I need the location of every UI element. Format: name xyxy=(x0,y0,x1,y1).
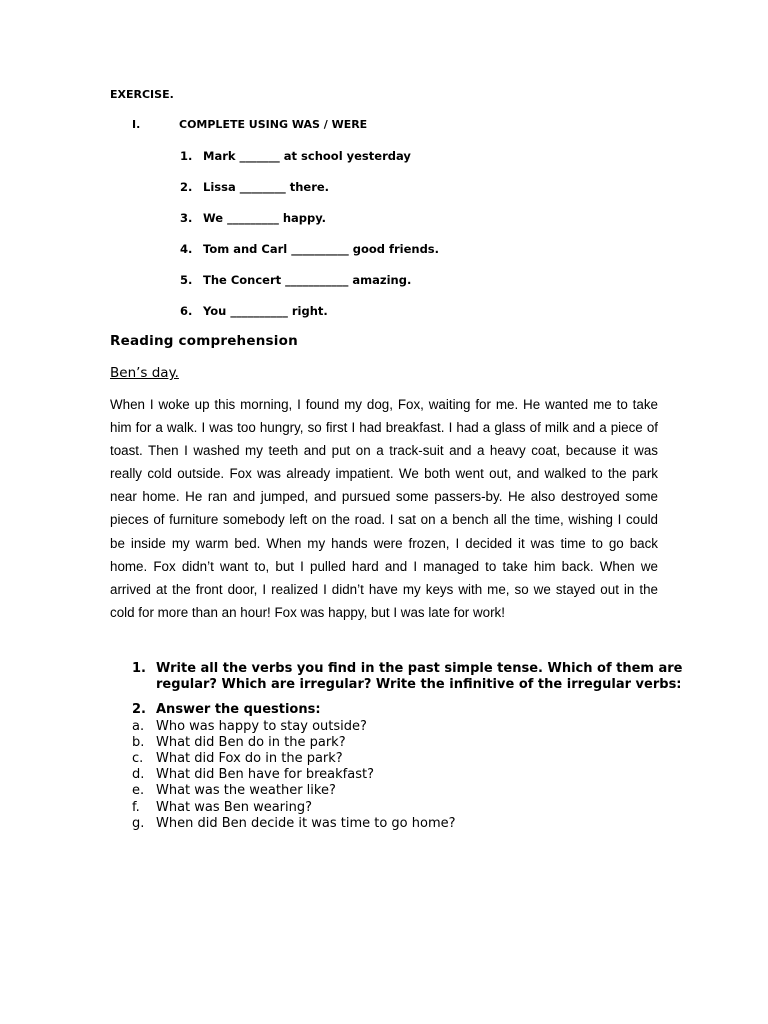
gap-fill-item xyxy=(180,242,439,273)
item-text: The Concert ___________ amazing. xyxy=(203,273,412,287)
task-1 xyxy=(132,661,692,693)
question-letter: f. xyxy=(132,799,140,815)
item-text: Lissa ________ there. xyxy=(203,180,330,194)
story-title: Ben’s day. xyxy=(110,365,179,381)
exercise-title: EXERCISE. xyxy=(110,88,174,101)
reading-heading: Reading comprehension xyxy=(110,333,298,349)
item-number: 4. xyxy=(180,242,193,256)
gap-fill-item xyxy=(180,304,439,335)
task-text: Write all the verbs you find in the past simple tense. Which of them are regular? Which are irregular? Write the infinitive of the irregular verbs: xyxy=(156,661,683,693)
question-list xyxy=(132,719,692,832)
item-text: Mark _______ at school yesterday xyxy=(203,149,411,163)
question-text: What did Ben have for breakfast? xyxy=(156,767,374,783)
question-text: Who was happy to stay outside? xyxy=(156,718,367,734)
item-number: 6. xyxy=(180,304,193,318)
task-number: 1. xyxy=(132,661,146,676)
task-number: 2. xyxy=(132,702,146,718)
question-item xyxy=(132,783,692,799)
task-text: Answer the questions: xyxy=(156,702,321,718)
question-text: What did Ben do in the park? xyxy=(156,734,346,750)
question-letter: d. xyxy=(132,767,145,783)
item-number: 3. xyxy=(180,211,193,225)
item-number: 1. xyxy=(180,149,193,163)
section-numeral: I. xyxy=(132,118,141,131)
gap-fill-item xyxy=(180,180,439,211)
gap-fill-item xyxy=(180,211,439,242)
question-letter: e. xyxy=(132,783,145,799)
question-text: What was the weather like? xyxy=(156,783,336,799)
task-list xyxy=(132,661,692,832)
question-text: What was Ben wearing? xyxy=(156,799,313,815)
question-letter: b. xyxy=(132,734,145,750)
question-item xyxy=(132,719,692,735)
question-item xyxy=(132,816,692,832)
gap-fill-item xyxy=(180,149,439,180)
item-text: We _________ happy. xyxy=(203,211,327,225)
section-heading-text: COMPLETE USING WAS / WERE xyxy=(179,118,368,131)
item-text: Tom and Carl __________ good friends. xyxy=(203,242,440,256)
item-number: 5. xyxy=(180,273,193,287)
question-text: What did Fox do in the park? xyxy=(156,751,343,767)
gap-fill-item xyxy=(180,273,439,304)
gap-fill-list xyxy=(180,149,439,335)
section-heading xyxy=(132,118,367,131)
task-2 xyxy=(132,702,692,718)
item-number: 2. xyxy=(180,180,193,194)
question-item xyxy=(132,751,692,767)
item-text: You __________ right. xyxy=(203,304,328,318)
question-letter: a. xyxy=(132,718,145,734)
question-item xyxy=(132,767,692,783)
question-letter: g. xyxy=(132,815,145,831)
question-letter: c. xyxy=(132,751,144,767)
question-text: When did Ben decide it was time to go home? xyxy=(156,815,456,831)
question-item xyxy=(132,800,692,816)
question-item xyxy=(132,735,692,751)
story-paragraph: When I woke up this morning, I found my dog, Fox, waiting for me. He wanted me to take him for a walk. I was too hungry, so first I had breakfast. I had a glass of milk and a piece of toast. Then I washed my teeth and put on a track-suit and a heavy coat, because it was really cold outside. Fox was already impatient. We both went out, and walked to the park near home. He ran and jumped, and pursued some passers-by. He also destroyed some pieces of furniture somebody left on the road. I sat on a bench all the time, wishing I could be inside my warm bed. When my hands were frozen, I decided it was time to go back home. Fox didn’t want to, but I pulled hard and I managed to take him back. When we arrived at the front door, I realized I didn’t have my keys with me, so we stayed out in the cold for more than an hour! Fox was happy, but I was late for work! xyxy=(110,397,658,620)
